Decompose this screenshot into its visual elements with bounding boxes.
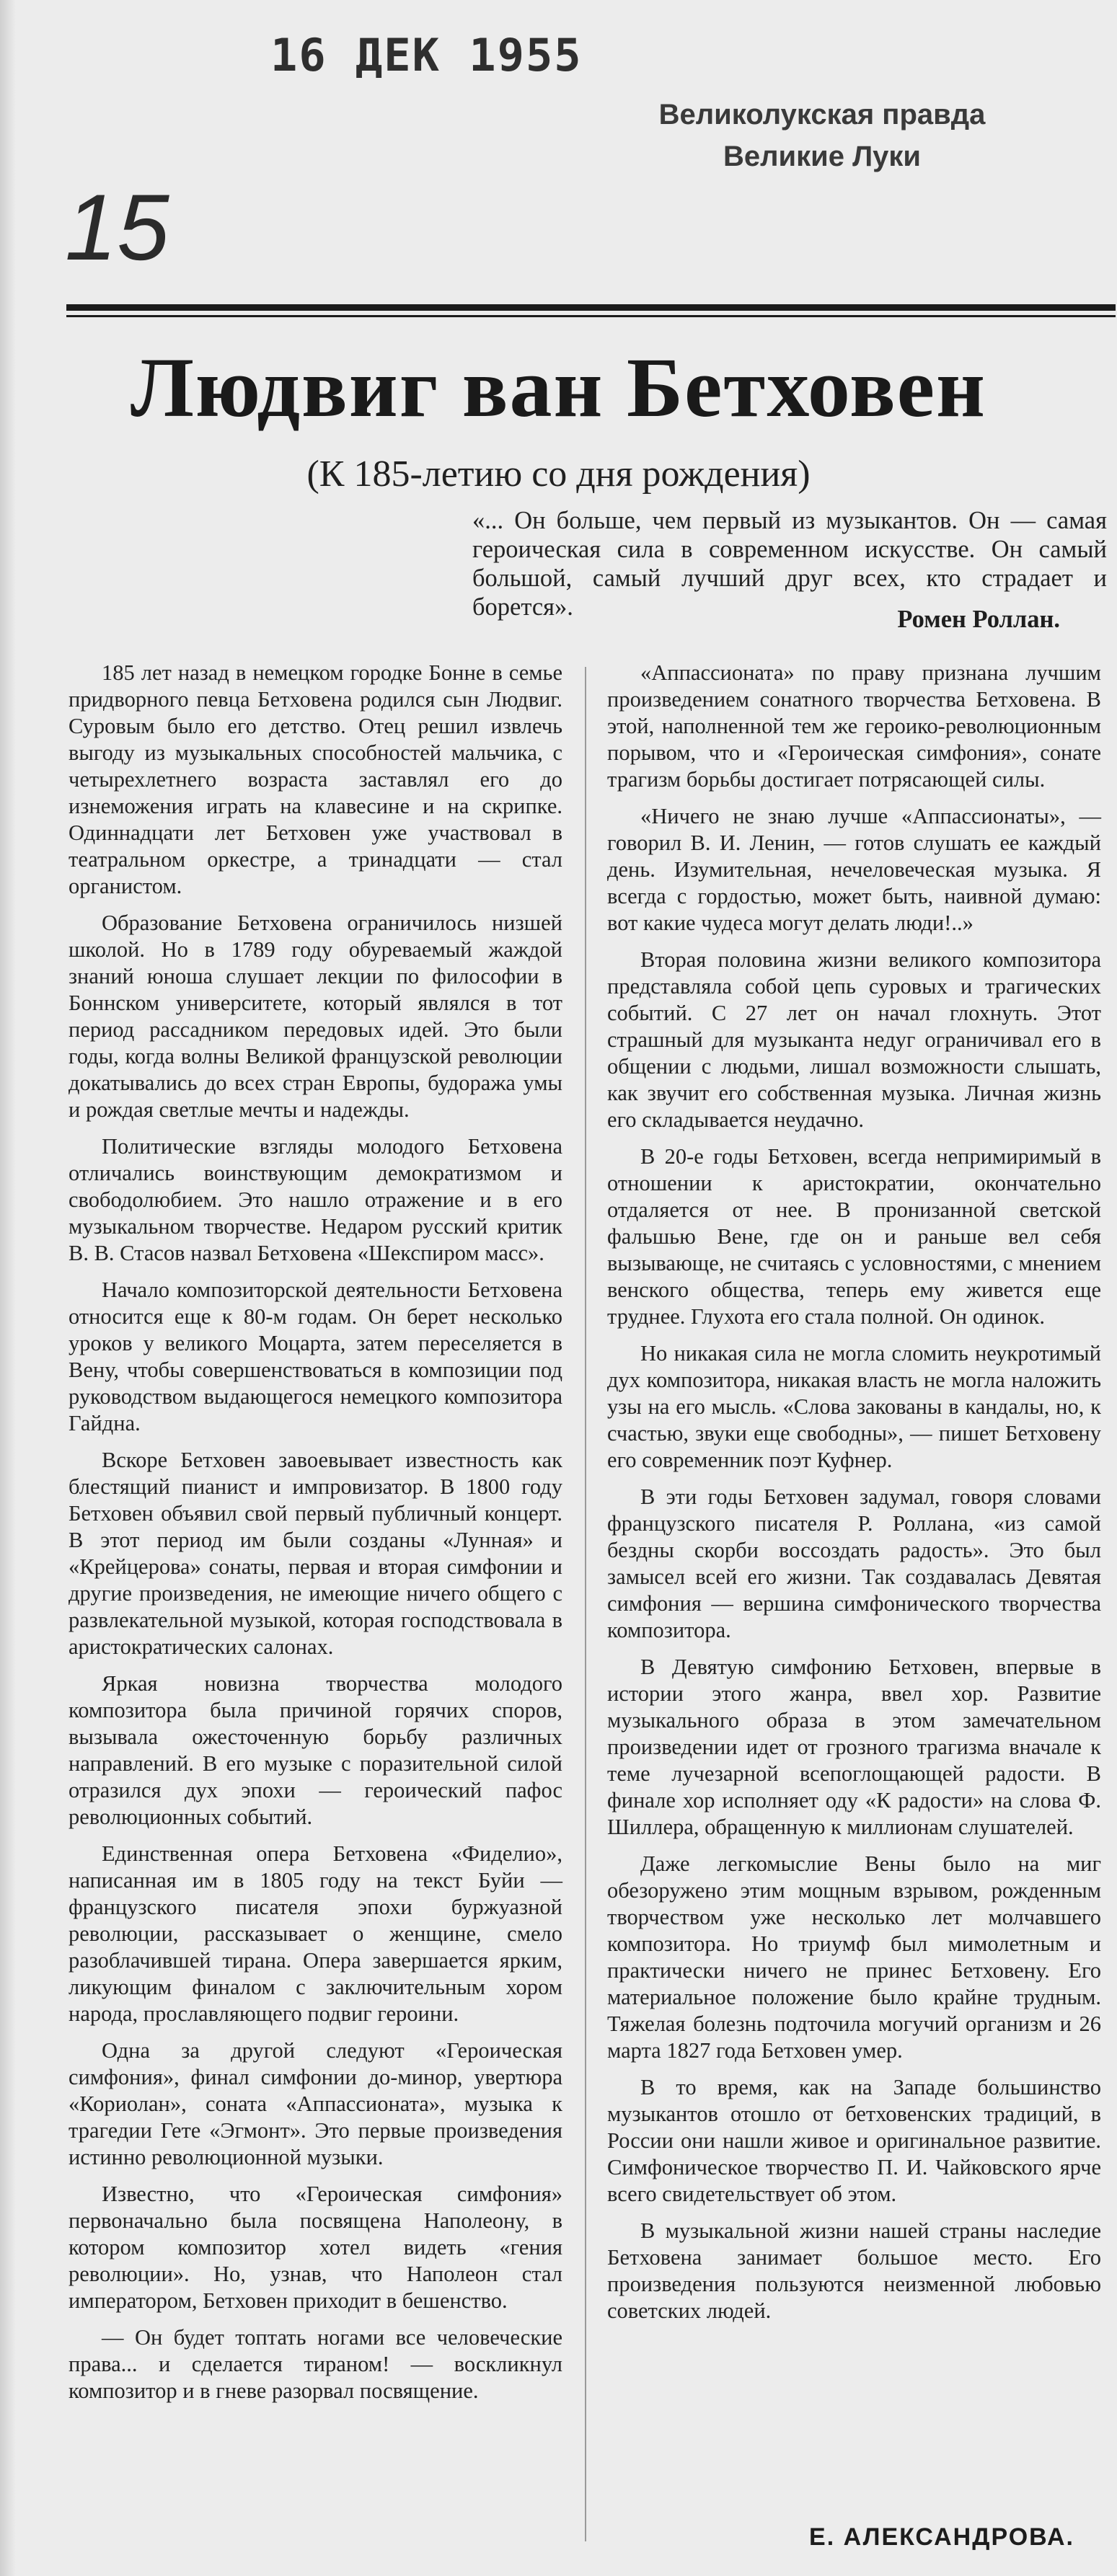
source-stamp — [635, 94, 1010, 177]
epigraph: «... Он больше, чем первый из музыкантов. Он — самая героическая сила в современном искусстве. Он самый большой, самый лучший друг всех, кто страдает и борется». — [472, 507, 1107, 621]
paragraph: В эти годы Бетховен задумал, говоря словами французского писателя Р. Роллана, «из самой бездны скорби воссоздать радость». Это был замысел всей его жизни. Так создавалась Девятая симфония — вершина симфонического творчества композитора. — [607, 1484, 1101, 1642]
paragraph: В музыкальной жизни нашей страны наследие Бетховена занимает большое место. Его произведения пользуются неизменной любовью советских людей. — [607, 2218, 1101, 2323]
epigraph-author: Ромен Роллан. — [897, 606, 1060, 633]
paragraph: Начало композиторской деятельности Бетховена относится еще к 80-м годам. Он берет несколько уроков у великого Моцарта, затем переселяется в Вену, чтобы совершенствоваться в композиции под руководством выдающегося немецкого композитора Гайдна. — [69, 1278, 562, 1435]
paragraph: Образование Бетховена ограничилось низшей школой. Но в 1789 году обуреваемый жаждой знаний юноша слушает лекции по философии в Боннском университете, который являлся в тот период рассадником передовых идей. Это были годы, когда волны Великой французской революции докатывались до всех стран Европы, будоража умы и рождая светлые мечты и надежды. — [69, 911, 562, 1122]
paragraph: В то время, как на Западе большинство музыкантов отошло от бетховенских традиций, в России они нашли живое и оригинальное развитие. Симфоническое творчество П. И. Чайковского ярче всего свидетельствует об этом. — [607, 2075, 1101, 2206]
paragraph: Одна за другой следуют «Героическая симфония», финал симфонии до-минор, увертюра «Кориолан», соната «Аппассионата», музыка к трагедии Гете «Эгмонт». Это первые произведения истинно революционной музыки. — [69, 2038, 562, 2169]
paragraph: «Аппассионата» по праву признана лучшим произведением сонатного творчества Бетховена. В этой, наполненной тем же героико-революционным порывом, что и «Героическая симфония», сонате трагизм борьбы достигает потрясающей силы. — [607, 660, 1101, 792]
right-column — [607, 660, 1101, 2334]
paragraph: Известно, что «Героическая симфония» первоначально была посвящена Наполеону, в котором композитор хотел видеть «гения революции». Но, узнав, что Наполеон стал императором, Бетховен приходит в бешенство. — [69, 2182, 562, 2313]
paragraph: Вторая половина жизни великого композитора представляла собой цепь суровых и трагических событий. С 27 лет он начал глохнуть. Этот страшный для музыканта недуг ограничивал его в общении с людьми, лишал возможности слышать, как звучит его собственная музыка. Личная жизнь его складывается неудачно. — [607, 947, 1101, 1132]
paragraph: — Он будет топтать ногами все человеческие права... и сделается тираном! — воскликнул композитор и в гневе разорвал посвящение. — [69, 2325, 562, 2403]
article-title: Людвиг ван Бетховен — [130, 340, 987, 435]
handwritten-page-number: 15 — [65, 174, 169, 280]
left-column — [69, 660, 562, 2415]
paragraph: В Девятую симфонию Бетховен, впервые в истории этого жанра, ввел хор. Развитие музыкального образа в этом замечательном произведении идет от грозного трагизма вначале к теме лучезарной всепоглощающей радости. В финале хор исполняет оду «К радости» на слова Ф. Шиллера, обращенную к миллионам слушателей. — [607, 1655, 1101, 1839]
paragraph: Политические взгляды молодого Бетховена отличались воинствующим демократизмом и свободолюбием. Это нашло отражение и в его музыкальном творчестве. Недаром русский критик В. В. Стасов назвал Бетховена «Шекспиром масс». — [69, 1134, 562, 1265]
paragraph: Даже легкомыслие Вены было на миг обезоружено этим мощным взрывом, рожденным творчеством уже несколько лет молчавшего композитора. Но триумф был мимолетным и практически ничего не принес Бетховену. Его материальное положение было крайне трудным. Тяжелая болезнь подточила могучий организм и 26 марта 1827 года Бетховен умер. — [607, 1851, 1101, 2063]
city-name: Великие Луки — [723, 141, 922, 172]
article-subtitle: (К 185-летию со дня рождения) — [306, 453, 811, 495]
paragraph: Единственная опера Бетховена «Фиделио», написанная им в 1805 году на текст Буйи — французского писателя эпохи буржуазной революции, рассказывает о женщине, смело разоблачившей тирана. Опера завершается ярким, ликующим финалом с заключительным хором народа, прославляющего подвиг героини. — [69, 1841, 562, 2026]
paragraph: Вскоре Бетховен завоевывает известность как блестящий пианист и импровизатор. В 1800 году Бетховен объявил свой первый публичный концерт. В этот период им были созданы «Лунная» и «Крейцерова» сонаты, первая и вторая симфонии и другие произведения, не имеющие ничего общего с развлекательной музыкой, которая господствовала в аристократических салонах. — [69, 1448, 562, 1659]
newspaper-name: Великолукская правда — [658, 99, 986, 130]
column-divider — [585, 667, 586, 2541]
paragraph: 185 лет назад в немецком городке Бонне в семье придворного певца Бетховена родился сын Людвиг. Суровым было его детство. Отец решил извлечь выгоду из музыкальных способностей мальчика, с четырехлетнего возраста заставлял его до изнеможения играть на клавесине и на скрипке. Одиннадцати лет Бетховен уже участвовал в театральном оркестре, а тринадцати — стал органистом. — [69, 660, 562, 898]
date-stamp: 16 ДЕК 1955 — [270, 29, 583, 81]
paragraph: Яркая новизна творчества молодого композитора была причиной горячих споров, вызывала ожесточенную борьбу различных направлений. В его музыке с поразительной силой отразился дух эпохи — героический пафос революционных событий. — [69, 1671, 562, 1829]
paragraph: Но никакая сила не могла сломить неукротимый дух композитора, никакая власть не могла наложить узы на его мысль. «Слова закованы в кандалы, но, к счастью, звуки еще свободны», — пишет Бетховену его современник поэт Куфнер. — [607, 1341, 1101, 1472]
header-rule — [66, 304, 1116, 311]
paragraph: «Ничего не знаю лучше «Аппассионаты», — говорил В. И. Ленин, — готов слушать ее каждый день. Изумительная, нечеловеческая музыка. Я всегда с гордостью, может быть, наивной думаю: вот какие чудеса могут делать люди!..» — [607, 804, 1101, 935]
author-signature: Е. АЛЕКСАНДРОВА. — [809, 2523, 1074, 2551]
paragraph: В 20-е годы Бетховен, всегда непримиримый в отношении к аристократии, окончательно отдаляется от нее. В пронизанной светской фальшью Вене, где он и раньше вел себя вызывающе, не считаясь с условностями, с мнением венского общества, теперь ему живется еще труднее. Глухота его стала полной. Он одинок. — [607, 1144, 1101, 1329]
header-rule-thin — [66, 315, 1116, 317]
